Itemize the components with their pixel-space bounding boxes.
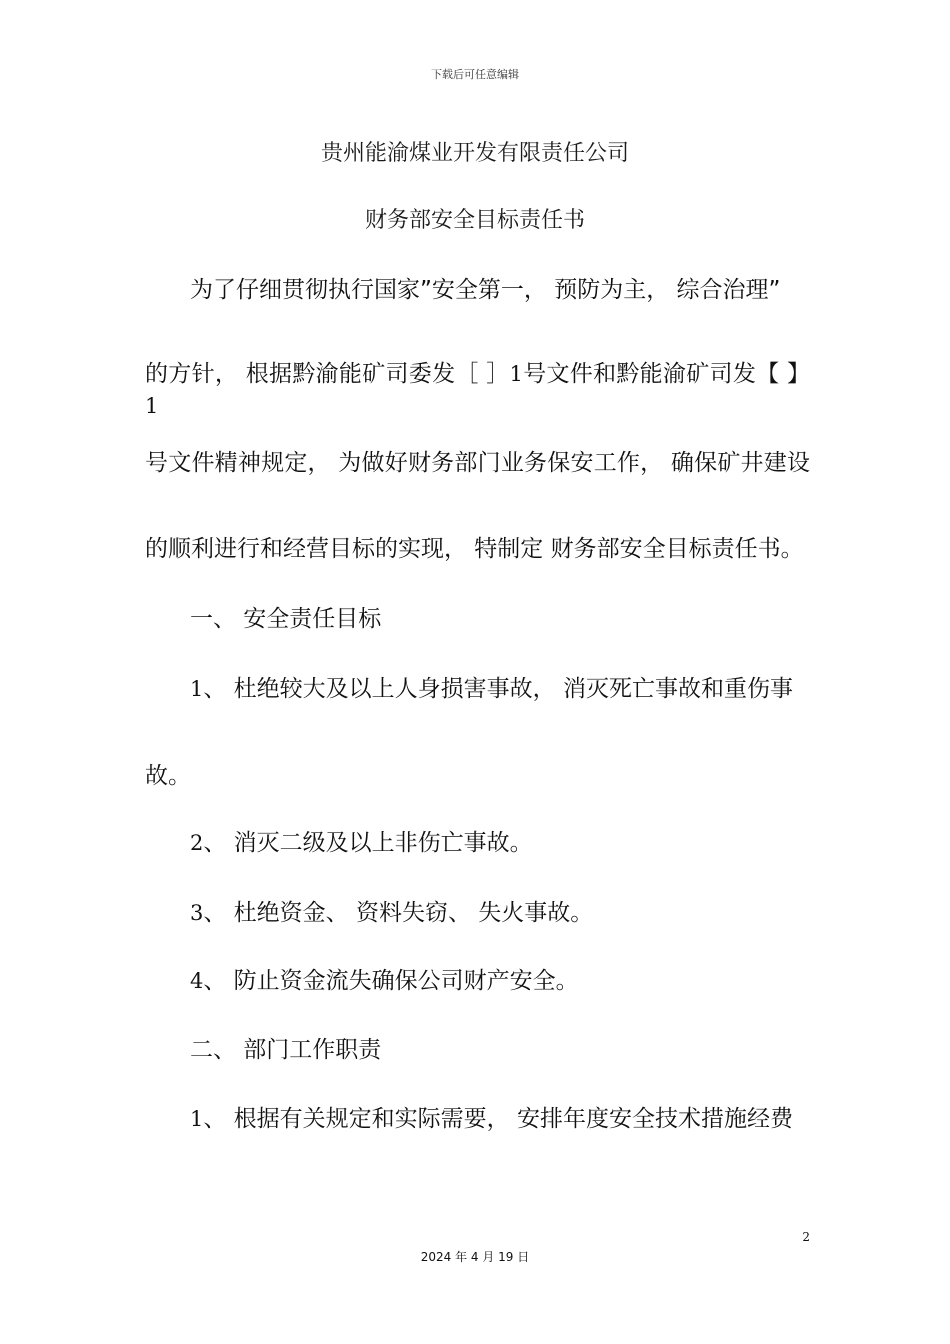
header-note: 下载后可任意编辑 xyxy=(431,68,519,81)
item-number: 4 xyxy=(190,969,204,993)
item-text: 、 根据有关规定和实际需要， 安排年度安全技术措施经费 xyxy=(203,1106,793,1132)
item-number: 3 xyxy=(190,901,204,925)
section-2-heading: 二、 部门工作职责 xyxy=(190,1037,382,1063)
paragraph-line-2-text-b: 号文件和黔能渝矿司发【 】 xyxy=(522,361,810,387)
item-number: 1 xyxy=(190,677,204,701)
paragraph-line-1: 为了仔细贯彻执行国家”安全第一， 预防为主， 综合治理” xyxy=(190,277,781,303)
item-text: 、 杜绝资金、 资料失窃、 失火事故。 xyxy=(203,900,594,926)
section-1-item-2 xyxy=(190,827,810,859)
item-text: 、 杜绝较大及以上人身损害事故， 消灭死亡事故和重伤事 xyxy=(203,676,793,702)
item-text: 、 防止资金流失确保公司财产安全。 xyxy=(203,968,579,994)
section-1-item-4 xyxy=(190,965,810,997)
item-number: 1 xyxy=(190,1107,204,1131)
page-number: 2 xyxy=(802,1230,810,1244)
paragraph-line-3: 号文件精神规定， 为做好财务部门业务保安工作， 确保矿井建设 xyxy=(145,450,810,476)
section-1-item-1-continued: 故。 xyxy=(145,763,191,789)
item-text: 、 消灭二级及以上非伤亡事故。 xyxy=(203,830,533,856)
footer-date: 2024 年 4 月 19 日 xyxy=(420,1250,530,1264)
section-2-item-1 xyxy=(190,1103,810,1135)
paragraph-line-2-number-a: 1 xyxy=(509,362,523,386)
paragraph-line-4: 的顺利进行和经营目标的实现， 特制定 财务部安全目标责任书。 xyxy=(145,536,804,562)
section-1-heading: 一、 安全责任目标 xyxy=(190,606,382,632)
company-title: 贵州能渝煤业开发有限责任公司 xyxy=(320,141,629,166)
item-number: 2 xyxy=(190,831,204,855)
paragraph-line-2 xyxy=(145,358,810,422)
section-1-item-1 xyxy=(190,673,810,705)
paragraph-line-2-text-a: 的方针， 根据黔渝能矿司委发［ ］ xyxy=(145,361,510,387)
paragraph-line-2-number-b: 1 xyxy=(145,394,159,418)
document-title: 财务部安全目标责任书 xyxy=(364,208,585,233)
section-1-item-3 xyxy=(190,897,810,929)
